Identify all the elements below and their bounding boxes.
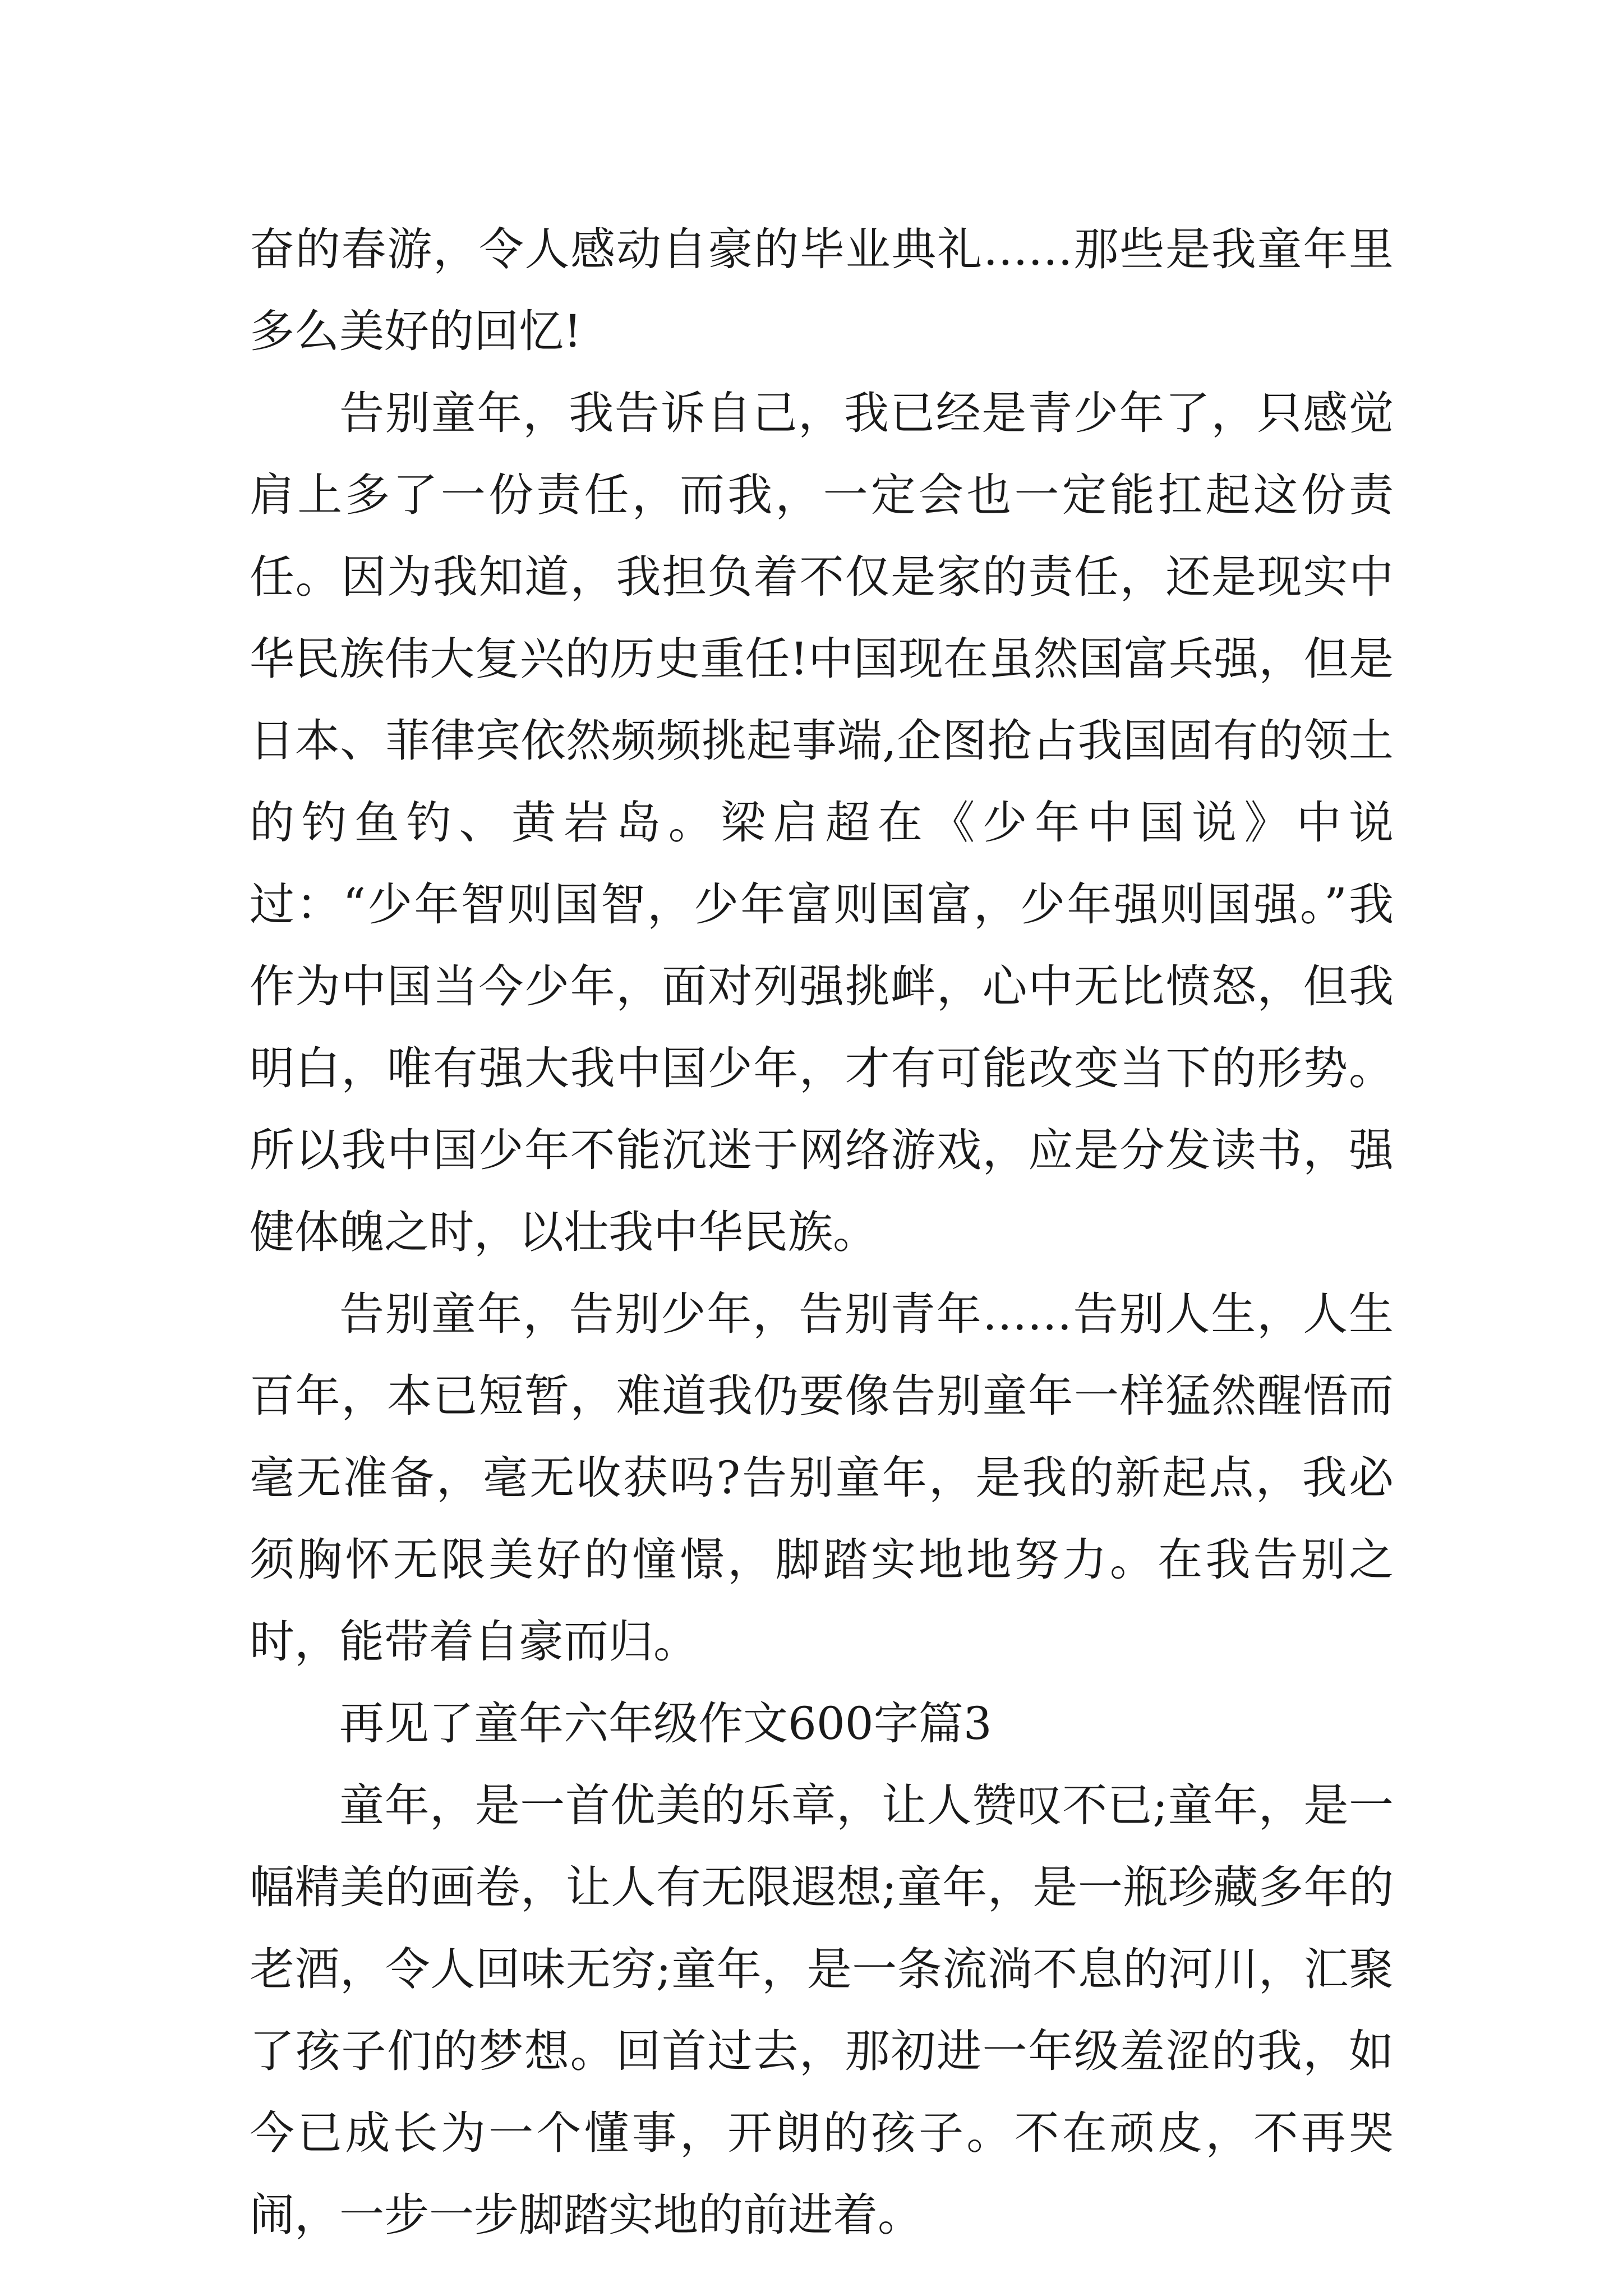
paragraph-continuation: 奋的春游，令人感动自豪的毕业典礼……那些是我童年里多么美好的回忆! (250, 223, 1394, 357)
paragraph-farewell-childhood: 告别童年，我告诉自己，我已经是青少年了，只感觉肩上多了一份责任，而我，一定会也一定能扛起这份责任。因为我知道，我担负着不仅是家的责任，还是现实中华民族伟大复兴的历史重任!中国现在虽然国富兵强，但是日本、菲律宾依然频频挑起事端,企图抢占我国固有的领土的钓鱼钓、黄岩岛。梁启超在《少年中国说》中说过：“少年智则国智，少年富则国富，少年强则国强。”我作为中国当今少年，面对列强挑衅，心中无比愤怒，但我明白，唯有强大我中国少年，才有可能改变当下的形势。所以我中国少年不能沉迷于网络游戏，应是分发读书，强健体魄之时，以壮我中华民族。 (250, 387, 1394, 1258)
document-body (250, 209, 1394, 2256)
essay-heading: 再见了童年六年级作文600字篇3 (339, 1697, 992, 1750)
paragraph-farewell-life: 告别童年，告别少年，告别青年……告别人生，人生百年，本已短暂，难道我仍要像告别童年一样猛然醒悟而毫无准备，毫无收获吗?告别童年，是我的新起点，我必须胸怀无限美好的憧憬，脚踏实地地努力。在我告别之时，能带着自豪而归。 (250, 1288, 1394, 1668)
paragraph-childhood-metaphors: 童年，是一首优美的乐章，让人赞叹不已;童年，是一幅精美的画卷，让人有无限遐想;童年，是一瓶珍藏多年的老酒，令人回味无穷;童年，是一条流淌不息的河川，汇聚了孩子们的梦想。回首过去，那初进一年级羞涩的我，如今已成长为一个懂事，开朗的孩子。不在顽皮，不再哭闹，一步一步脚踏实地的前进着。 (250, 1779, 1394, 2241)
